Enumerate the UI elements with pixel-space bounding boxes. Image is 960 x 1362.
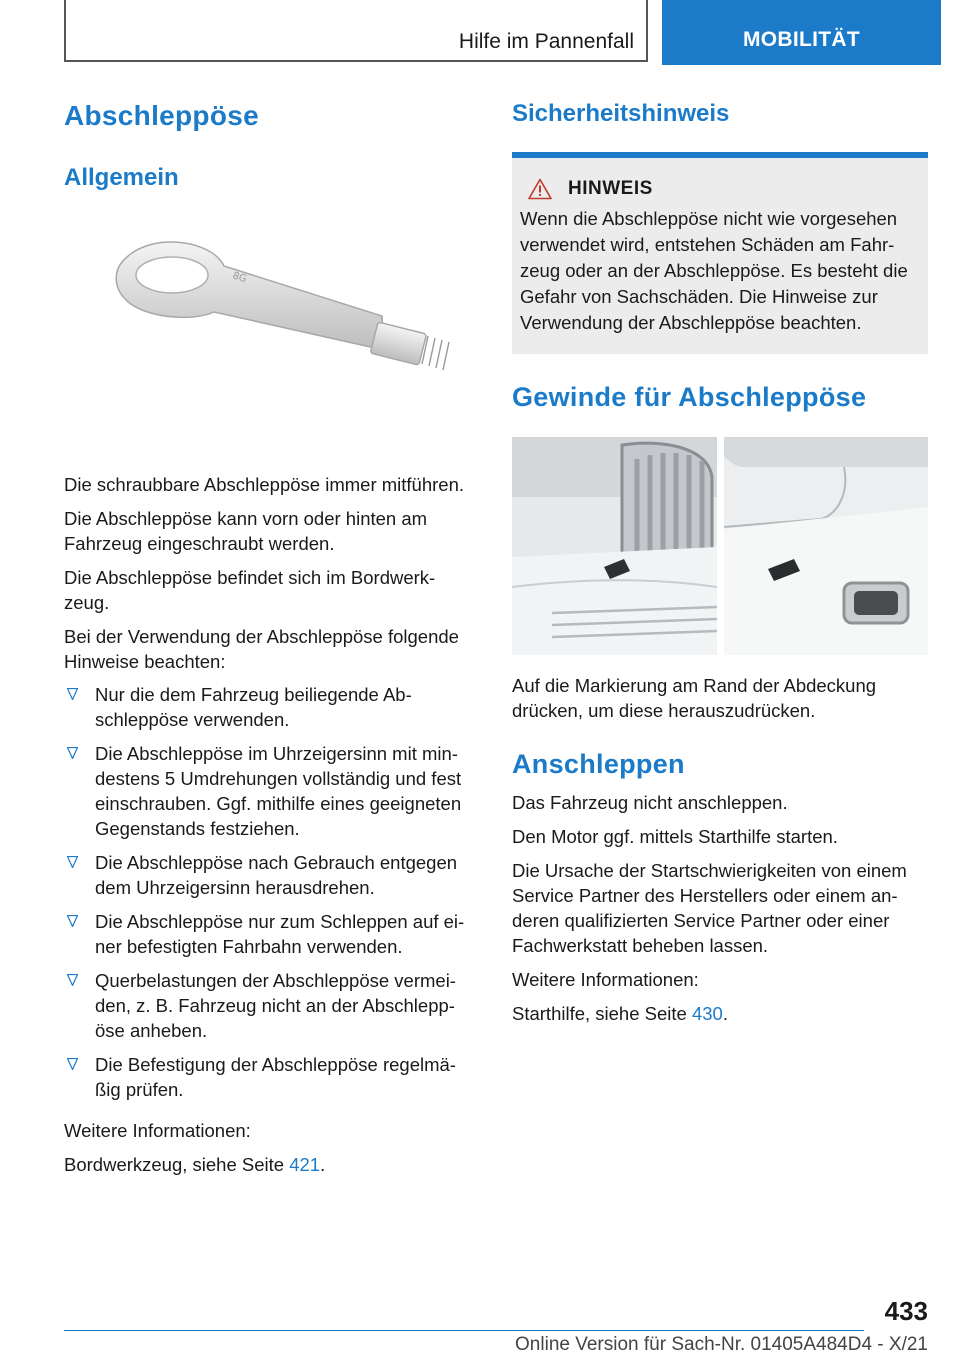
footer-divider [64,1330,864,1331]
instruction-list [64,682,480,1102]
general-paragraph-3: Die Abschleppöse befindet sich im Bordwerk-zeug. [64,567,436,613]
warning-triangle-icon [528,178,552,200]
list-item [64,741,480,841]
bullet-triangle-icon [67,915,78,927]
notice-label: HINWEIS [568,178,653,199]
page-link-430[interactable]: 430 [691,1003,723,1024]
left-column [64,100,480,1177]
list-item [64,909,480,959]
page-link-421[interactable]: 421 [289,1154,321,1175]
tow-paragraph-1: Das Fahrzeug nicht anschleppen. [512,792,788,813]
bullet-triangle-icon [67,974,78,986]
svg-text:8G: 8G [231,270,248,286]
list-item [64,968,480,1043]
right-column [512,100,928,1026]
safety-heading: Sicherheitshinweis [512,100,730,127]
bullet-triangle-icon [67,1058,78,1070]
reference-text: Bordwerkzeug, siehe Seite [64,1154,290,1175]
page-title: Abschleppöse [64,100,259,131]
list-item-text: Die Befestigung der Abschleppöse regelmä-ßig prüfen. [95,1054,456,1100]
tow-hook-illustration [82,230,462,430]
reference-end: . [722,1003,728,1024]
bullet-triangle-icon [67,747,78,759]
bumper-photos [512,437,928,655]
list-item-text: Die Abschleppöse nach Gebrauch entgegen dem Uhrzeigersinn herausdrehen. [95,852,458,898]
tow-start-heading: Anschleppen [512,749,685,779]
thread-heading: Gewinde für Abschleppöse [512,382,867,412]
cross-reference [64,1152,480,1177]
header-chapter-tab[interactable]: MOBILITÄT [662,0,941,65]
header-section-title: Hilfe im Pannenfall [458,30,634,53]
reference-end: . [320,1154,326,1175]
page-number: 433 [884,1296,928,1326]
list-item-text: Die Abschleppöse im Uhrzeigersinn mit min-destens 5 Umdrehungen vollständig und fest einschrauben. Ggf. mithilfe eines geeigneten Gegenstands festziehen. [95,743,462,839]
thread-paragraph: Auf die Markierung am Rand der Abdeckung drücken, um diese herauszudrücken. [512,675,877,721]
list-item [64,850,480,900]
more-info-label: Weitere Informationen: [512,969,699,990]
front-bumper-photo [512,437,717,655]
footer-version-text: Online Version für Sach-Nr. 01405A484D4 - X/21 [515,1334,928,1355]
notice-text: Wenn die Abschleppöse nicht wie vorgesehen verwendet wird, entstehen Schäden am Fahr-zeug oder an der Abschleppöse. Es besteht die Gefahr von Sachschäden. Die Hinweise zur Verwendung der Abschleppöse beachten. [520,208,908,333]
rear-bumper-photo [724,437,928,655]
list-item-text: Nur die dem Fahrzeug beiliegende Ab-schleppöse verwenden. [95,684,412,730]
notice-header [520,178,920,200]
section-heading-general: Allgemein [64,164,179,191]
notice-box [512,152,928,354]
bullet-triangle-icon [67,688,78,700]
cross-reference [512,1001,928,1026]
general-paragraph-2: Die Abschleppöse kann vorn oder hinten am Fahrzeug eingeschraubt werden. [64,508,428,554]
bullet-triangle-icon [67,856,78,868]
tow-paragraph-2: Den Motor ggf. mittels Starthilfe starten. [512,826,838,847]
list-item-text: Die Abschleppöse nur zum Schleppen auf ei-ner befestigten Fahrbahn verwenden. [95,911,465,957]
tow-paragraph-3: Die Ursache der Startschwierigkeiten von einem Service Partner des Herstellers oder einem an-deren qualifizierten Service Partner oder einer Fachwerkstatt beheben lassen. [512,860,907,956]
list-item [64,682,480,732]
reference-text: Starthilfe, siehe Seite [512,1003,692,1024]
more-info-label: Weitere Informationen: [64,1120,251,1141]
general-paragraph-4: Bei der Verwendung der Abschleppöse folgende Hinweise beachten: [64,626,459,672]
general-paragraph-1: Die schraubbare Abschleppöse immer mitführen. [64,474,464,495]
list-item [64,1052,480,1102]
list-item-text: Querbelastungen der Abschleppöse vermei-den, z. B. Fahrzeug nicht an der Abschlepp-öse anheben. [95,970,456,1041]
